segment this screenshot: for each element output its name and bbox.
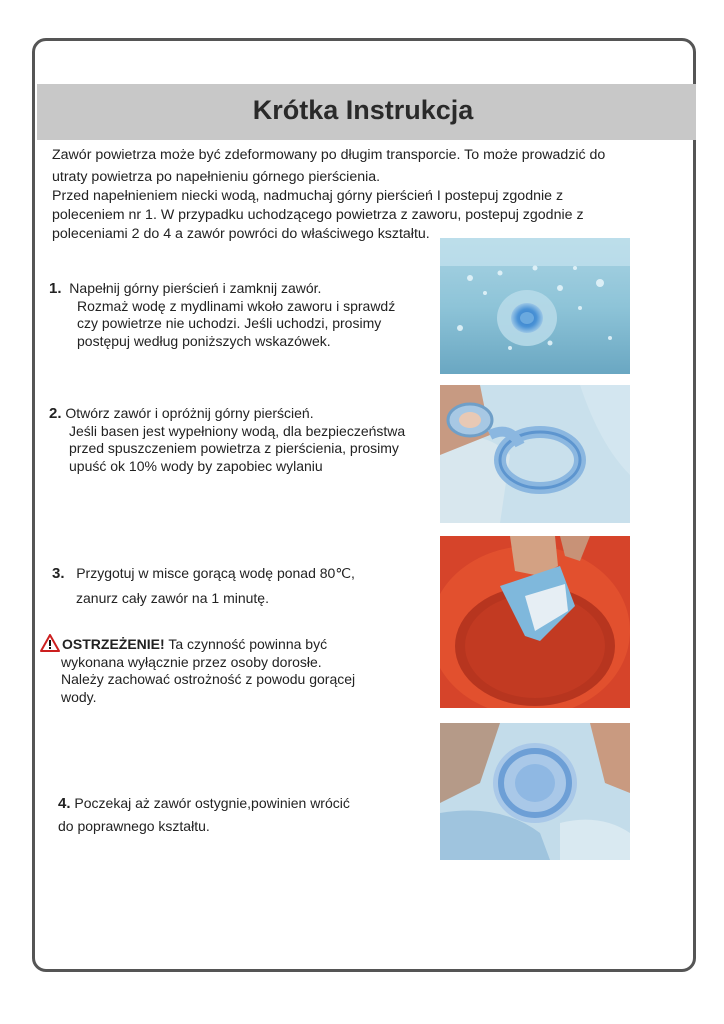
valve-soap-photo [440,238,630,374]
step-text: upuść ok 10% wody by zapobiec wylaniu [69,457,323,474]
intro-line: poleceniem nr 1. W przypadku uchodzącego powietrza z zaworu, postepuj zgodnie z [52,207,584,223]
step-1 [49,280,419,350]
warning-text: Należy zachować ostrożność z powodu gorącej [61,671,356,687]
step-text: Rozmaż wodę z mydlinami wkoło zaworu i sprawdź [77,297,396,314]
step-text: Otwórz zawór i opróżnij górny pierścień. [65,405,314,421]
warning-text: wody. [61,688,97,705]
step-number: 3. [52,565,65,582]
step-number: 1. [49,280,62,297]
intro-text [52,146,652,244]
step-text: Poczekaj aż zawór ostygnie,powinien wrócić [74,795,350,811]
intro-line: Przed napełnieniem niecki wodą, nadmuchaj górny pierścień I postepuj zgodnie z [52,188,564,204]
warning-text: wykonana wyłącznie przez osoby dorosłe. [61,653,322,670]
step-text: czy powietrze nie uchodzi. Jeśli uchodzi, prosimy [77,315,382,331]
step-4 [58,792,418,837]
step-number: 2. [49,405,62,422]
step-text: postępuj według poniższych wskazówek. [77,332,331,349]
page-title: Krótka Instrukcja [252,95,474,125]
step-text: Jeśli basen jest wypełniony wodą, dla bezpieczeństwa [69,422,406,439]
step-text: Przygotuj w misce gorącą wodę ponad 80℃, [76,565,355,581]
intro-line: Zawór powietrza może być zdeformowany po długim transporcie. To może prowadzić do [52,147,606,163]
hot-water-bowl-photo [440,536,630,708]
warning-label: OSTRZEŻENIE! [62,636,165,652]
step-text: zanurz cały zawór na 1 minutę. [76,589,269,606]
cooled-valve-photo [440,723,630,860]
warning-block [40,634,380,706]
intro-line: poleceniami 2 do 4 a zawór powróci do właściwego kształtu. [52,226,430,242]
step-text: do poprawnego kształtu. [58,818,210,834]
warning-text: Ta czynność powinna być [168,636,328,652]
intro-line: utraty powietrza po napełnieniu górnego pierścienia. [52,169,381,185]
step-2 [49,405,429,475]
step-number: 4. [58,795,71,812]
step-text: Napełnij górny pierścień i zamknij zawór. [69,280,322,296]
open-valve-photo [440,385,630,523]
step-3 [52,565,432,607]
warning-triangle-icon [40,634,60,652]
step-text: przed spuszczeniem powietrza z pierścienia, prosimy [69,440,399,456]
